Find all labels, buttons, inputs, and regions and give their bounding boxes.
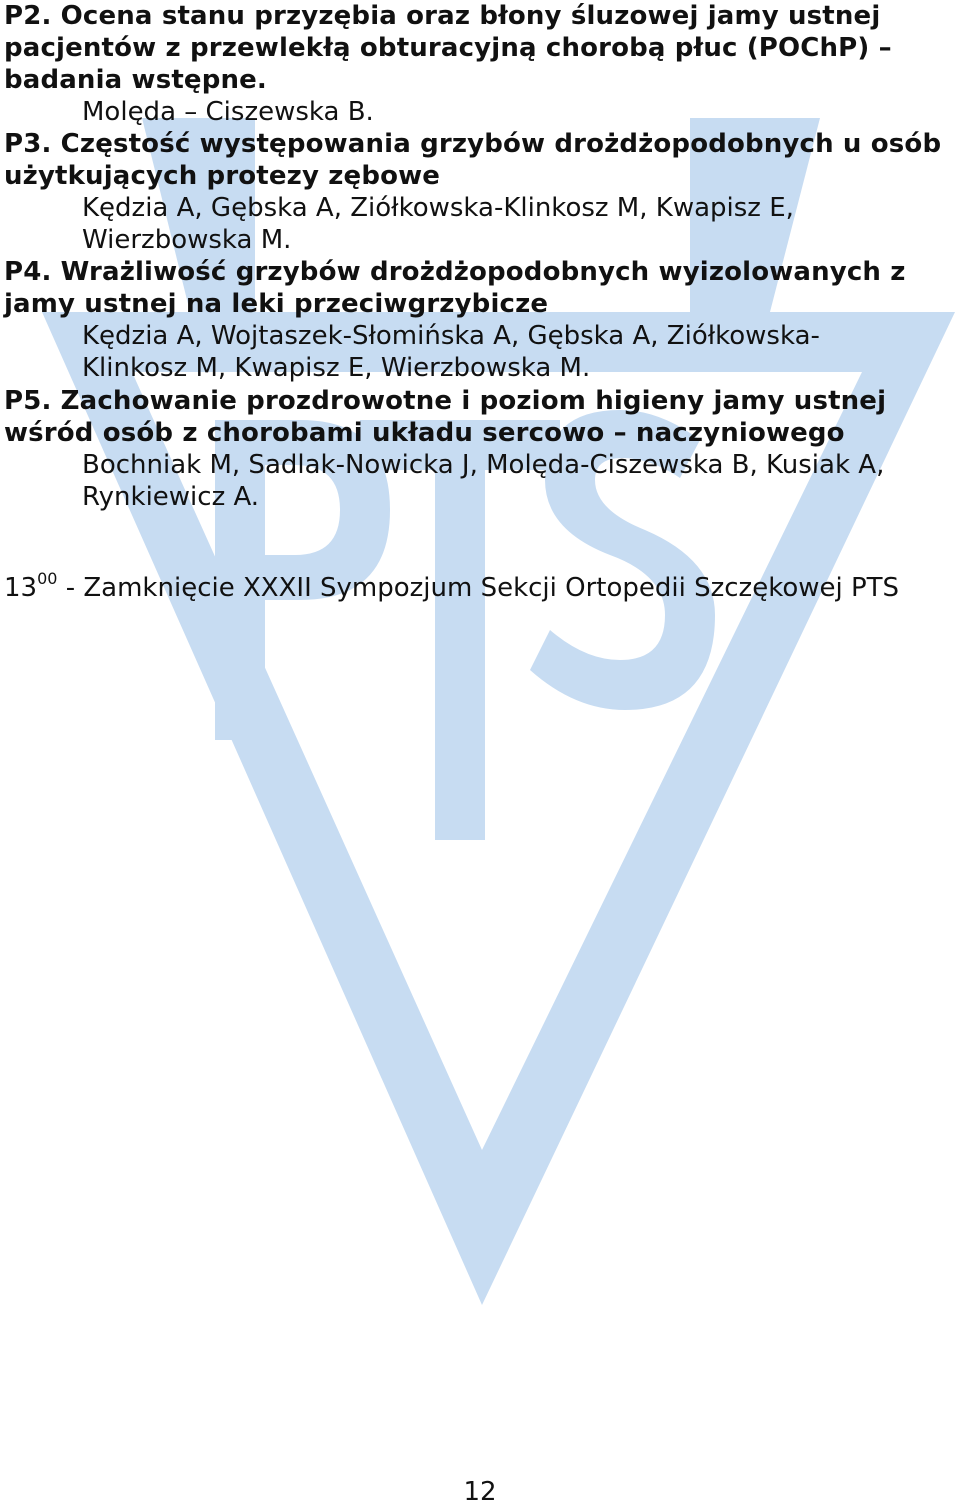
closing-text: - Zamknięcie XXXII Sympozjum Sekcji Ortopedii Szczękowej PTS xyxy=(57,573,900,603)
entry-author-line: Klinkosz M, Kwapisz E, Wierzbowska M. xyxy=(82,353,591,383)
entry-title-line: wśród osób z chorobami układu sercowo – naczyniowego xyxy=(4,418,845,448)
page-number: 12 xyxy=(463,1477,497,1507)
entry-title-line: P4. Wrażliwość grzybów drożdżopodobnych wyizolowanych z xyxy=(4,257,906,287)
closing-minutes: 00 xyxy=(37,569,58,589)
entry-title-line: jamy ustnej na leki przeciwgrzybicze xyxy=(4,289,549,319)
entry-author-line: Kędzia A, Wojtaszek-Słomińska A, Gębska A, Ziółkowska- xyxy=(82,321,820,351)
entry-author-line: Kędzia A, Gębska A, Ziółkowska-Klinkosz M, Kwapisz E, xyxy=(82,193,794,223)
entry-title-line: P3. Częstość występowania grzybów drożdżopodobnych u osób xyxy=(4,129,942,159)
entry-title-line: użytkujących protezy zębowe xyxy=(4,161,441,191)
closing-hour: 13 xyxy=(4,573,38,603)
entry-title-line: P2. Ocena stanu przyzębia oraz błony śluzowej jamy ustnej xyxy=(4,1,881,31)
entry-title-line: badania wstępne. xyxy=(4,65,267,95)
entry-title-line: pacjentów z przewlekłą obturacyjną chorobą płuc (POChP) – xyxy=(4,33,892,63)
entry-author-line: Wierzbowska M. xyxy=(82,225,292,255)
entry-author-line: Rynkiewicz A. xyxy=(82,482,260,512)
entry-author-line: Bochniak M, Sadlak-Nowicka J, Molęda-Ciszewska B, Kusiak A, xyxy=(82,450,885,480)
entry-author-line: Molęda – Ciszewska B. xyxy=(82,97,374,127)
closing-line xyxy=(4,569,900,604)
entry-title-line: P5. Zachowanie prozdrowotne i poziom higieny jamy ustnej xyxy=(4,386,887,416)
